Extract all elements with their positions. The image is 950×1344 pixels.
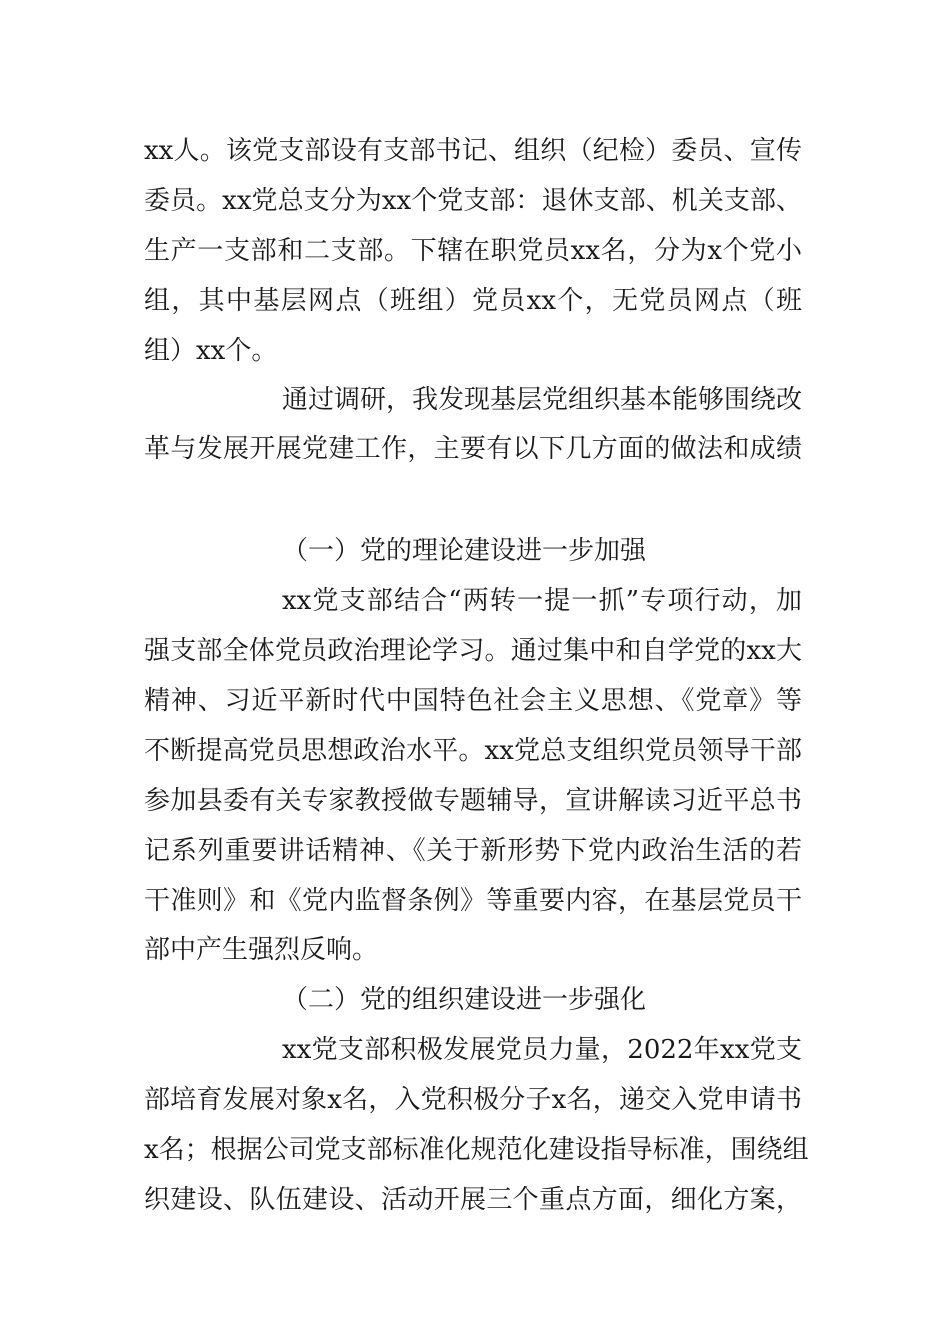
text-line: 组，其中基层网点（班组）党员xx个，无党员网点（班 [144, 286, 802, 316]
text-line: 参加县委有关专家教授做专题辅导，宣讲解读习近平总书 [144, 786, 802, 816]
text-line: 记系列重要讲话精神、《关于新形势下党内政治生活的若 [144, 836, 802, 866]
text-line: xx人。该党支部设有支部书记、组织（纪检）委员、宣传 [144, 136, 802, 166]
text-line: xx党支部积极发展党员力量，2022年xx党支 [282, 1035, 802, 1065]
text-line: 精神、习近平新时代中国特色社会主义思想、《党章》等 [144, 686, 802, 716]
text-line: 部培育发展对象x名，入党积极分子x名，递交入党申请书 [144, 1085, 802, 1115]
text-line: 不断提高党员思想政治水平。xx党总支组织党员领导干部 [144, 736, 802, 766]
text-line: 通过调研，我发现基层党组织基本能够围绕改 [282, 385, 803, 415]
text-line: 革与发展开展党建工作，主要有以下几方面的做法和成绩 [144, 434, 802, 464]
text-line: 织建设、队伍建设、活动开展三个重点方面，细化方案， [144, 1185, 802, 1215]
text-line: 组）xx个。 [144, 336, 278, 366]
text-line: x名；根据公司党支部标准化规范化建设指导标准，围绕组 [144, 1135, 809, 1165]
text-line: 委员。xx党总支分为xx个党支部：退休支部、机关支部、 [144, 186, 802, 216]
text-line: 生产一支部和二支部。下辖在职党员xx名，分为x个党小 [144, 236, 802, 266]
text-line: xx党支部结合“两转一提一抓”专项行动，加 [282, 586, 802, 616]
section-heading-1: （一）党的理论建设进一步加强 [282, 536, 647, 566]
text-line: 强支部全体党员政治理论学习。通过集中和自学党的xx大 [144, 636, 802, 666]
section-heading-2: （二）党的组织建设进一步强化 [282, 985, 647, 1015]
text-line: 干准则》和《党内监督条例》等重要内容，在基层党员干 [144, 886, 802, 916]
text-line: 部中产生强烈反响。 [144, 935, 379, 965]
